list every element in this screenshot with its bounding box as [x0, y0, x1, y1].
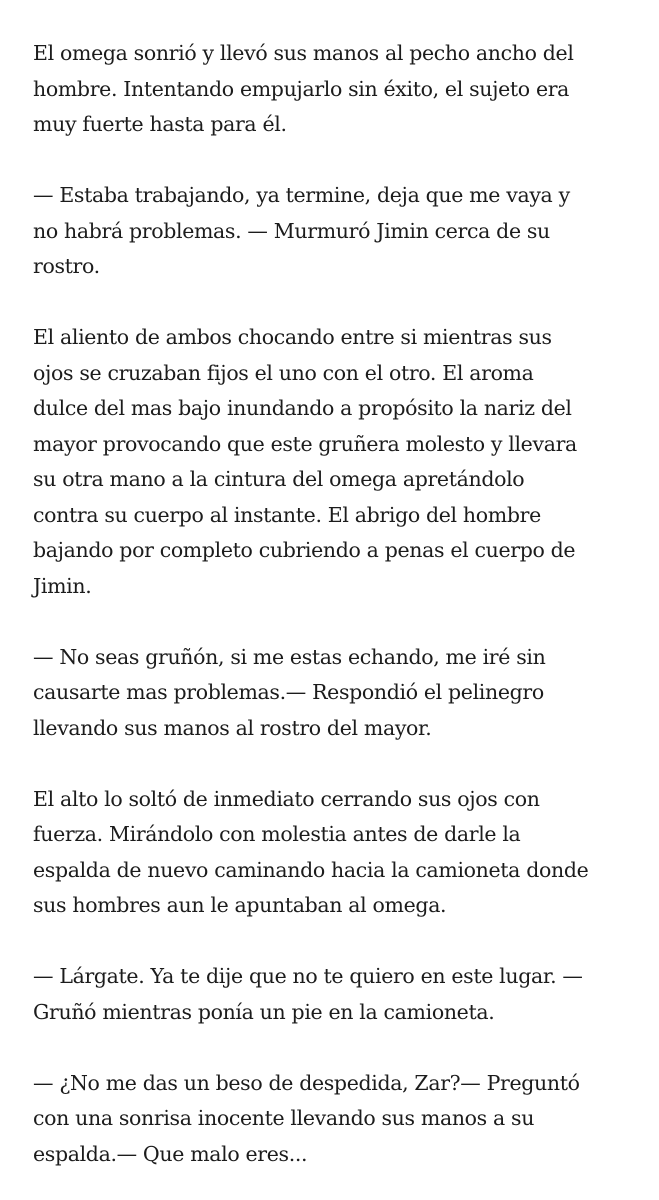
text-line: ojos se cruzaban fijos el uno con el otro. El aroma	[33, 360, 534, 385]
text-line: su otra mano a la cintura del omega apretándolo	[33, 467, 525, 491]
text-line: dulce del mas bajo inundando a propósito la nariz del	[33, 396, 572, 420]
text-line: espalda de nuevo caminando hacia la camioneta donde	[33, 857, 589, 882]
text-line: El alto lo soltó de inmediato cerrando sus ojos con	[33, 786, 540, 811]
text-line: mayor provocando que este gruñera molesto y llevara	[33, 431, 577, 456]
paragraph	[33, 320, 639, 604]
text-line: hombre. Intentando empujarlo sin éxito, el sujeto era	[33, 76, 570, 101]
text-line: — ¿No me das un beso de despedida, Zar?— Preguntó	[33, 1070, 580, 1095]
text-line: sus hombres aun le apuntaban al omega.	[33, 893, 447, 917]
text-line: — Estaba trabajando, ya termine, deja que me vaya y	[33, 183, 570, 207]
text-line: Jimin.	[33, 573, 92, 598]
paragraph	[33, 640, 639, 747]
text-line: rostro.	[33, 254, 100, 278]
paragraph	[33, 782, 639, 924]
text-line: El omega sonrió y llevó sus manos al pecho ancho del	[33, 41, 574, 65]
text-line: El aliento de ambos chocando entre si mientras sus	[33, 325, 552, 349]
text-line: Gruñó mientras ponía un pie en la camioneta.	[33, 999, 495, 1024]
text-line: fuerza. Mirándolo con molestia antes de darle la	[33, 822, 521, 846]
text-line: no habrá problemas. — Murmuró Jimin cerca de su	[33, 218, 550, 243]
paragraph	[33, 1066, 639, 1173]
text-line: muy fuerte hasta para él.	[33, 112, 287, 136]
paragraph	[33, 178, 639, 285]
text-line: causarte mas problemas.— Respondió el pelinegro	[33, 680, 544, 704]
text-line: con una sonrisa inocente llevando sus manos a su	[33, 1106, 535, 1130]
text-line: llevando sus manos al rostro del mayor.	[33, 715, 432, 740]
paragraph	[33, 959, 639, 1030]
text-line: contra su cuerpo al instante. El abrigo del hombre	[33, 502, 541, 527]
text-line: espalda.— Que malo eres...	[33, 1141, 308, 1166]
text-line: bajando por completo cubriendo a penas el cuerpo de	[33, 538, 576, 562]
text-line: — Lárgate. Ya te dije que no te quiero en este lugar. —	[33, 964, 583, 988]
text-line: — No seas gruñón, si me estas echando, me iré sin	[33, 644, 546, 669]
paragraph	[33, 36, 639, 143]
